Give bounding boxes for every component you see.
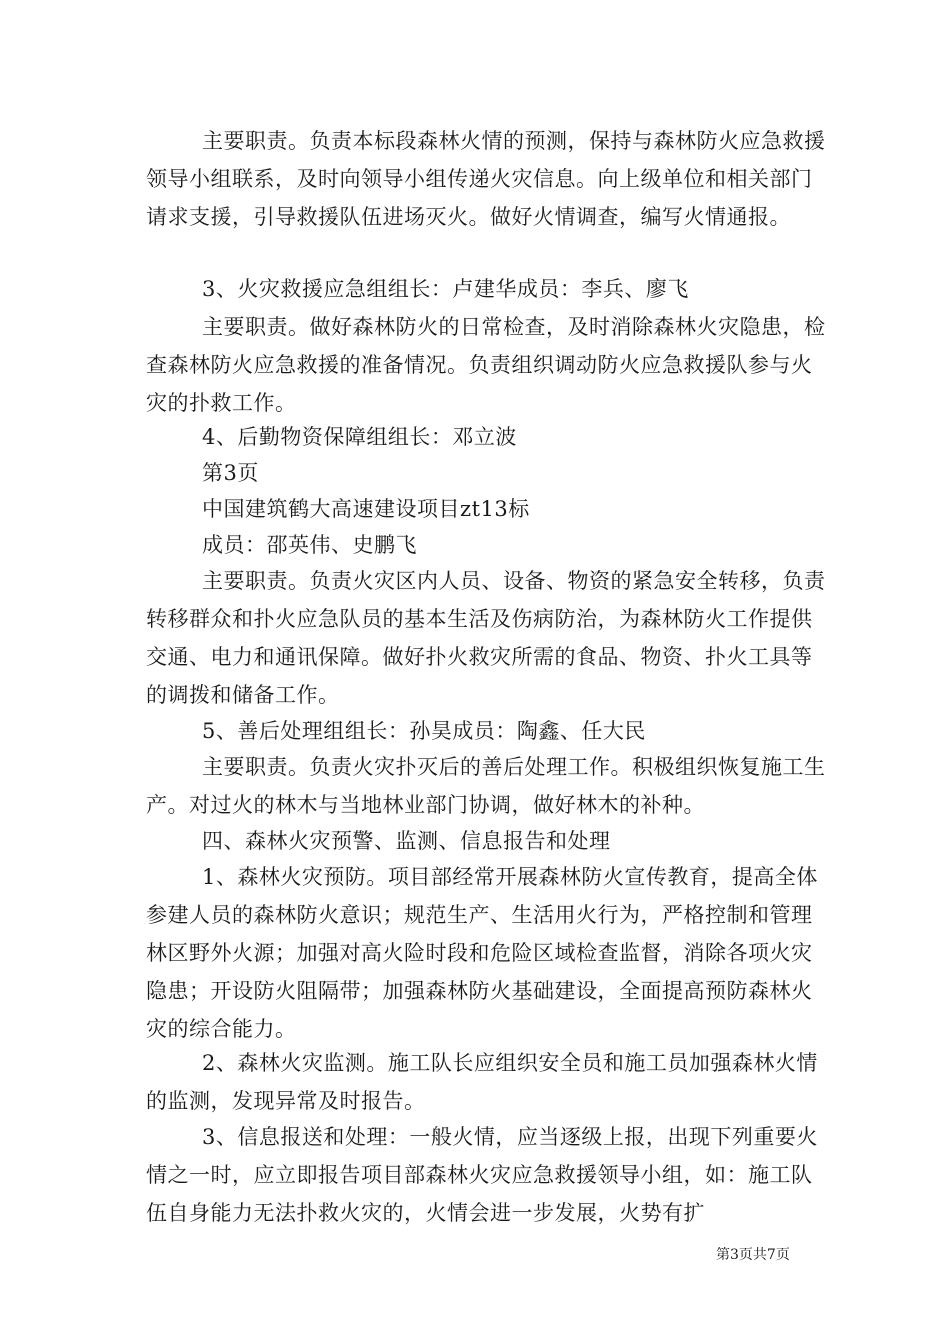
paragraph-13: 2、森林火灾监测。施工队长应组织安全员和施工员加强森林火情的监测，发现异常及时报告。 [146,1051,818,1113]
paragraph-10: 主要职责。负责火灾扑灭后的善后处理工作。积极组织恢复施工生产。对过火的林木与当地林业部门协调，做好林木的补种。 [146,755,826,817]
paragraph-2: 3、火灾救援应急组组长：卢建华成员：李兵、廖飞 [202,277,689,301]
paragraph-8: 主要职责。负责火灾区内人员、设备、物资的紧急安全转移，负责转移群众和扑火应急队员的基本生活及伤病防治，为森林防火工作提供交通、电力和通讯保障。做好扑火救灾所需的食品、物资、扑火工具等的调拨和储备工作。 [146,569,826,707]
paragraph-6: 中国建筑鹤大高速建设项目zt13标 [202,497,530,521]
paragraph-11: 四、森林火灾预警、监测、信息报告和处理 [202,829,611,853]
paragraph-4: 4、后勤物资保障组组长：邓立波 [202,425,517,449]
paragraph-14: 3、信息报送和处理：一般火情，应当逐级上报，出现下列重要火情之一时，应立即报告项目部森林火灾应急救援领导小组，如：施工队伍自身能力无法扑救火灾的，火情会进一步发展，火势有扩 [146,1125,818,1225]
paragraph-7: 成员：邵英伟、史鹏飞 [202,533,417,557]
paragraph-9: 5、善后处理组组长：孙昊成员：陶鑫、任大民 [202,719,646,743]
paragraph-12: 1、森林火灾预防。项目部经常开展森林防火宣传教育，提高全体参建人员的森林防火意识；规范生产、生活用火行为，严格控制和管理林区野外火源；加强对高火险时段和危险区域检查监督，消除各项火灾隐患；开设防火阻隔带；加强森林防火基础建设，全面提高预防森林火灾的综合能力。 [146,865,818,1041]
page-number-footer: 第3页共7页 [716,1247,790,1263]
paragraph-1: 主要职责。负责本标段森林火情的预测，保持与森林防火应急救援领导小组联系，及时向领导小组传递火灾信息。向上级单位和相关部门请求支援，引导救援队伍进场灭火。做好火情调查，编写火情通报。 [146,129,826,229]
paragraph-5: 第3页 [202,461,259,485]
paragraph-3: 主要职责。做好森林防火的日常检查，及时消除森林火灾隐患，检查森林防火应急救援的准备情况。负责组织调动防火应急救援队参与火灾的扑救工作。 [146,315,826,415]
